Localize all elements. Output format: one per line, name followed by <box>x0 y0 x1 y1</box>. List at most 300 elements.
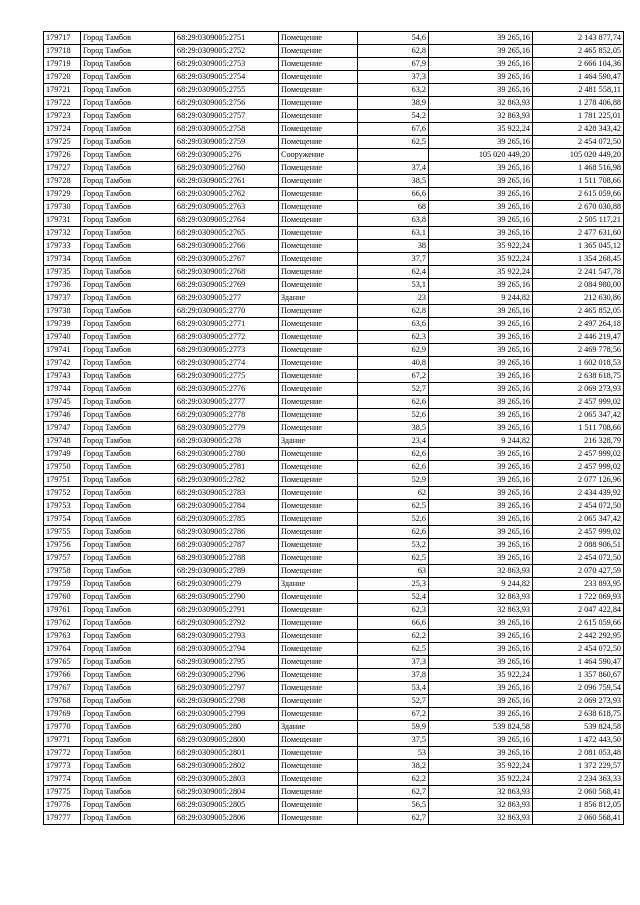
table-row <box>44 448 624 461</box>
table-row <box>44 253 624 266</box>
object-type-cell: Помещение <box>279 708 358 721</box>
object-type-cell: Помещение <box>279 305 358 318</box>
row-number-cell: 179763 <box>44 630 81 643</box>
object-type-cell: Помещение <box>279 799 358 812</box>
municipality-cell: Город Тамбов <box>81 305 175 318</box>
object-type-cell: Помещение <box>279 357 358 370</box>
object-type-cell: Здание <box>279 578 358 591</box>
municipality-cell: Город Тамбов <box>81 435 175 448</box>
unit-value-cell: 39 265,16 <box>429 513 533 526</box>
cadastral-number-cell: 68:29:0309005:2804 <box>175 786 279 799</box>
municipality-cell: Город Тамбов <box>81 370 175 383</box>
municipality-cell: Город Тамбов <box>81 786 175 799</box>
object-type-cell: Помещение <box>279 227 358 240</box>
cadastral-value-cell: 2 047 422,84 <box>533 604 624 617</box>
municipality-cell: Город Тамбов <box>81 136 175 149</box>
table-row <box>44 370 624 383</box>
cadastral-number-cell: 68:29:0309005:2795 <box>175 656 279 669</box>
cadastral-value-cell: 1 464 590,47 <box>533 656 624 669</box>
area-cell: 37,8 <box>358 669 429 682</box>
row-number-cell: 179762 <box>44 617 81 630</box>
cadastral-number-cell: 68:29:0309005:2752 <box>175 45 279 58</box>
object-type-cell: Помещение <box>279 747 358 760</box>
cadastral-value-cell: 2 477 631,60 <box>533 227 624 240</box>
area-cell: 63,6 <box>358 318 429 331</box>
table-row <box>44 357 624 370</box>
cadastral-value-cell: 1 781 225,01 <box>533 110 624 123</box>
cadastral-number-cell: 68:29:0309005:280 <box>175 721 279 734</box>
cadastral-number-cell: 68:29:0309005:2763 <box>175 201 279 214</box>
object-type-cell: Помещение <box>279 383 358 396</box>
area-cell: 63 <box>358 565 429 578</box>
cadastral-number-cell: 68:29:0309005:2778 <box>175 409 279 422</box>
municipality-cell: Город Тамбов <box>81 643 175 656</box>
cadastral-number-cell: 68:29:0309005:2784 <box>175 500 279 513</box>
row-number-cell: 179756 <box>44 539 81 552</box>
cadastral-number-cell: 68:29:0309005:2800 <box>175 734 279 747</box>
cadastral-number-cell: 68:29:0309005:2788 <box>175 552 279 565</box>
row-number-cell: 179741 <box>44 344 81 357</box>
cadastral-value-cell: 2 457 999,02 <box>533 461 624 474</box>
unit-value-cell: 39 265,16 <box>429 188 533 201</box>
table-row <box>44 487 624 500</box>
unit-value-cell: 35 922,24 <box>429 240 533 253</box>
area-cell: 62,6 <box>358 448 429 461</box>
unit-value-cell: 32 863,93 <box>429 591 533 604</box>
table-row <box>44 318 624 331</box>
unit-value-cell: 39 265,16 <box>429 331 533 344</box>
municipality-cell: Город Тамбов <box>81 656 175 669</box>
row-number-cell: 179771 <box>44 734 81 747</box>
municipality-cell: Город Тамбов <box>81 695 175 708</box>
table-row <box>44 682 624 695</box>
area-cell: 37,5 <box>358 734 429 747</box>
municipality-cell: Город Тамбов <box>81 123 175 136</box>
cadastral-number-cell: 68:29:0309005:2769 <box>175 279 279 292</box>
unit-value-cell: 9 244,82 <box>429 292 533 305</box>
object-type-cell: Помещение <box>279 630 358 643</box>
row-number-cell: 179755 <box>44 526 81 539</box>
row-number-cell: 179718 <box>44 45 81 58</box>
area-cell: 52,6 <box>358 513 429 526</box>
table-row <box>44 786 624 799</box>
table-row <box>44 110 624 123</box>
municipality-cell: Город Тамбов <box>81 279 175 292</box>
municipality-cell: Город Тамбов <box>81 526 175 539</box>
row-number-cell: 179717 <box>44 32 81 45</box>
cadastral-value-cell: 1 856 812,05 <box>533 799 624 812</box>
area-cell: 37,4 <box>358 162 429 175</box>
row-number-cell: 179728 <box>44 175 81 188</box>
area-cell: 62,3 <box>358 604 429 617</box>
row-number-cell: 179754 <box>44 513 81 526</box>
area-cell: 56,5 <box>358 799 429 812</box>
municipality-cell: Город Тамбов <box>81 292 175 305</box>
municipality-cell: Город Тамбов <box>81 162 175 175</box>
object-type-cell: Помещение <box>279 266 358 279</box>
table-row <box>44 162 624 175</box>
area-cell: 62,5 <box>358 136 429 149</box>
table-row <box>44 604 624 617</box>
table-row <box>44 422 624 435</box>
cadastral-value-cell: 2 615 059,66 <box>533 188 624 201</box>
row-number-cell: 179769 <box>44 708 81 721</box>
table-row <box>44 305 624 318</box>
cadastral-number-cell: 68:29:0309005:2799 <box>175 708 279 721</box>
unit-value-cell: 39 265,16 <box>429 45 533 58</box>
row-number-cell: 179726 <box>44 149 81 162</box>
table-row <box>44 175 624 188</box>
cadastral-number-cell: 68:29:0309005:2765 <box>175 227 279 240</box>
table-row <box>44 71 624 84</box>
unit-value-cell: 9 244,82 <box>429 435 533 448</box>
table-row <box>44 32 624 45</box>
municipality-cell: Город Тамбов <box>81 227 175 240</box>
area-cell: 62,7 <box>358 786 429 799</box>
row-number-cell: 179723 <box>44 110 81 123</box>
row-number-cell: 179758 <box>44 565 81 578</box>
municipality-cell: Город Тамбов <box>81 747 175 760</box>
cadastral-number-cell: 68:29:0309005:2771 <box>175 318 279 331</box>
unit-value-cell: 39 265,16 <box>429 526 533 539</box>
municipality-cell: Город Тамбов <box>81 617 175 630</box>
row-number-cell: 179776 <box>44 799 81 812</box>
cadastral-value-cell: 1 468 516,98 <box>533 162 624 175</box>
area-cell: 62,6 <box>358 461 429 474</box>
table-row <box>44 149 624 162</box>
object-type-cell: Помещение <box>279 526 358 539</box>
unit-value-cell: 35 922,24 <box>429 760 533 773</box>
object-type-cell: Помещение <box>279 253 358 266</box>
unit-value-cell: 35 922,24 <box>429 773 533 786</box>
row-number-cell: 179725 <box>44 136 81 149</box>
cadastral-value-cell: 2 060 568,41 <box>533 812 624 825</box>
unit-value-cell: 39 265,16 <box>429 682 533 695</box>
row-number-cell: 179736 <box>44 279 81 292</box>
cadastral-number-cell: 68:29:0309005:2762 <box>175 188 279 201</box>
area-cell: 62,2 <box>358 630 429 643</box>
area-cell: 38,5 <box>358 175 429 188</box>
municipality-cell: Город Тамбов <box>81 331 175 344</box>
area-cell: 53,2 <box>358 539 429 552</box>
unit-value-cell: 39 265,16 <box>429 344 533 357</box>
row-number-cell: 179768 <box>44 695 81 708</box>
cadastral-value-cell: 1 357 860,67 <box>533 669 624 682</box>
municipality-cell: Город Тамбов <box>81 149 175 162</box>
unit-value-cell: 39 265,16 <box>429 227 533 240</box>
unit-value-cell: 35 922,24 <box>429 266 533 279</box>
municipality-cell: Город Тамбов <box>81 448 175 461</box>
cadastral-number-cell: 68:29:0309005:276 <box>175 149 279 162</box>
row-number-cell: 179772 <box>44 747 81 760</box>
object-type-cell: Помещение <box>279 279 358 292</box>
municipality-cell: Город Тамбов <box>81 97 175 110</box>
cadastral-number-cell: 68:29:0309005:2782 <box>175 474 279 487</box>
object-type-cell: Помещение <box>279 58 358 71</box>
object-type-cell: Помещение <box>279 162 358 175</box>
table-row <box>44 279 624 292</box>
cadastral-value-cell: 539 824,58 <box>533 721 624 734</box>
area-cell: 66,6 <box>358 188 429 201</box>
municipality-cell: Город Тамбов <box>81 318 175 331</box>
row-number-cell: 179750 <box>44 461 81 474</box>
area-cell: 38 <box>358 240 429 253</box>
object-type-cell: Помещение <box>279 214 358 227</box>
unit-value-cell: 32 863,93 <box>429 565 533 578</box>
cadastral-value-cell: 2 234 363,33 <box>533 773 624 786</box>
cadastral-number-cell: 68:29:0309005:2786 <box>175 526 279 539</box>
municipality-cell: Город Тамбов <box>81 266 175 279</box>
object-type-cell: Помещение <box>279 188 358 201</box>
cadastral-number-cell: 68:29:0309005:2772 <box>175 331 279 344</box>
object-type-cell: Помещение <box>279 331 358 344</box>
municipality-cell: Город Тамбов <box>81 383 175 396</box>
cadastral-number-cell: 68:29:0309005:2785 <box>175 513 279 526</box>
area-cell: 63,1 <box>358 227 429 240</box>
municipality-cell: Город Тамбов <box>81 253 175 266</box>
cadastral-number-cell: 68:29:0309005:2774 <box>175 357 279 370</box>
cadastral-value-cell: 2 454 072,50 <box>533 500 624 513</box>
cadastral-value-cell: 2 088 906,51 <box>533 539 624 552</box>
municipality-cell: Город Тамбов <box>81 71 175 84</box>
object-type-cell: Помещение <box>279 643 358 656</box>
cadastral-value-cell: 1 511 708,66 <box>533 175 624 188</box>
cadastral-number-cell: 68:29:0309005:2792 <box>175 617 279 630</box>
municipality-cell: Город Тамбов <box>81 487 175 500</box>
area-cell: 62,5 <box>358 643 429 656</box>
row-number-cell: 179746 <box>44 409 81 422</box>
area-cell: 38,2 <box>358 760 429 773</box>
unit-value-cell: 39 265,16 <box>429 305 533 318</box>
area-cell: 23 <box>358 292 429 305</box>
cadastral-value-cell: 2 457 999,02 <box>533 448 624 461</box>
unit-value-cell: 39 265,16 <box>429 656 533 669</box>
unit-value-cell: 39 265,16 <box>429 448 533 461</box>
cadastral-number-cell: 68:29:0309005:2766 <box>175 240 279 253</box>
municipality-cell: Город Тамбов <box>81 201 175 214</box>
municipality-cell: Город Тамбов <box>81 708 175 721</box>
object-type-cell: Помещение <box>279 695 358 708</box>
unit-value-cell: 39 265,16 <box>429 162 533 175</box>
cadastral-value-cell: 2 069 273,93 <box>533 383 624 396</box>
municipality-cell: Город Тамбов <box>81 630 175 643</box>
unit-value-cell: 39 265,16 <box>429 474 533 487</box>
row-number-cell: 179764 <box>44 643 81 656</box>
area-cell: 54,6 <box>358 32 429 45</box>
row-number-cell: 179767 <box>44 682 81 695</box>
row-number-cell: 179753 <box>44 500 81 513</box>
municipality-cell: Город Тамбов <box>81 240 175 253</box>
table-row <box>44 266 624 279</box>
row-number-cell: 179721 <box>44 84 81 97</box>
cadastral-value-cell: 1 354 268,45 <box>533 253 624 266</box>
unit-value-cell: 39 265,16 <box>429 136 533 149</box>
unit-value-cell: 39 265,16 <box>429 396 533 409</box>
table-row <box>44 240 624 253</box>
cadastral-number-cell: 68:29:0309005:279 <box>175 578 279 591</box>
row-number-cell: 179732 <box>44 227 81 240</box>
municipality-cell: Город Тамбов <box>81 32 175 45</box>
cadastral-value-cell: 2 065 347,42 <box>533 409 624 422</box>
area-cell: 68 <box>358 201 429 214</box>
cadastral-number-cell: 68:29:0309005:2796 <box>175 669 279 682</box>
table-row <box>44 630 624 643</box>
cadastral-number-cell: 68:29:0309005:2787 <box>175 539 279 552</box>
cadastral-number-cell: 68:29:0309005:2781 <box>175 461 279 474</box>
table-row <box>44 721 624 734</box>
table-row <box>44 201 624 214</box>
row-number-cell: 179747 <box>44 422 81 435</box>
cadastral-value-cell: 1 722 069,93 <box>533 591 624 604</box>
cadastral-value-cell: 2 241 547,78 <box>533 266 624 279</box>
cadastral-value-cell: 2 084 980,00 <box>533 279 624 292</box>
municipality-cell: Город Тамбов <box>81 591 175 604</box>
cadastral-number-cell: 68:29:0309005:2751 <box>175 32 279 45</box>
cadastral-value-cell: 2 143 877,74 <box>533 32 624 45</box>
table-row <box>44 656 624 669</box>
unit-value-cell: 39 265,16 <box>429 318 533 331</box>
area-cell: 38,9 <box>358 97 429 110</box>
municipality-cell: Город Тамбов <box>81 812 175 825</box>
municipality-cell: Город Тамбов <box>81 552 175 565</box>
cadastral-value-cell: 2 454 072,50 <box>533 552 624 565</box>
unit-value-cell: 39 265,16 <box>429 539 533 552</box>
object-type-cell: Помещение <box>279 734 358 747</box>
area-cell: 62,8 <box>358 45 429 58</box>
table-row <box>44 500 624 513</box>
cadastral-value-table <box>43 31 624 825</box>
cadastral-value-cell: 2 469 778,56 <box>533 344 624 357</box>
cadastral-number-cell: 68:29:0309005:2797 <box>175 682 279 695</box>
area-cell: 62,5 <box>358 552 429 565</box>
area-cell: 62,8 <box>358 305 429 318</box>
area-cell: 53 <box>358 747 429 760</box>
cadastral-number-cell: 68:29:0309005:278 <box>175 435 279 448</box>
area-cell: 52,7 <box>358 383 429 396</box>
table-row <box>44 513 624 526</box>
area-cell: 67,2 <box>358 708 429 721</box>
municipality-cell: Город Тамбов <box>81 84 175 97</box>
row-number-cell: 179739 <box>44 318 81 331</box>
municipality-cell: Город Тамбов <box>81 721 175 734</box>
municipality-cell: Город Тамбов <box>81 578 175 591</box>
row-number-cell: 179737 <box>44 292 81 305</box>
object-type-cell: Помещение <box>279 513 358 526</box>
table-row <box>44 331 624 344</box>
unit-value-cell: 32 863,93 <box>429 97 533 110</box>
municipality-cell: Город Тамбов <box>81 357 175 370</box>
table-row <box>44 695 624 708</box>
table-row <box>44 591 624 604</box>
unit-value-cell: 39 265,16 <box>429 383 533 396</box>
unit-value-cell: 32 863,93 <box>429 604 533 617</box>
unit-value-cell: 39 265,16 <box>429 487 533 500</box>
cadastral-value-cell: 2 465 852,05 <box>533 45 624 58</box>
object-type-cell: Помещение <box>279 565 358 578</box>
object-type-cell: Помещение <box>279 656 358 669</box>
object-type-cell: Помещение <box>279 123 358 136</box>
cadastral-value-cell: 1 464 590,47 <box>533 71 624 84</box>
unit-value-cell: 39 265,16 <box>429 461 533 474</box>
cadastral-value-cell: 2 497 264,18 <box>533 318 624 331</box>
area-cell: 62,9 <box>358 344 429 357</box>
table-row <box>44 747 624 760</box>
object-type-cell: Помещение <box>279 539 358 552</box>
cadastral-value-cell: 2 065 347,42 <box>533 513 624 526</box>
cadastral-number-cell: 68:29:0309005:2756 <box>175 97 279 110</box>
table-row <box>44 136 624 149</box>
unit-value-cell: 39 265,16 <box>429 71 533 84</box>
cadastral-number-cell: 68:29:0309005:2806 <box>175 812 279 825</box>
object-type-cell: Помещение <box>279 71 358 84</box>
area-cell: 67,6 <box>358 123 429 136</box>
object-type-cell: Сооружение <box>279 149 358 162</box>
cadastral-value-cell: 1 278 406,88 <box>533 97 624 110</box>
unit-value-cell: 32 863,93 <box>429 786 533 799</box>
row-number-cell: 179757 <box>44 552 81 565</box>
municipality-cell: Город Тамбов <box>81 799 175 812</box>
municipality-cell: Город Тамбов <box>81 604 175 617</box>
object-type-cell: Помещение <box>279 682 358 695</box>
cadastral-number-cell: 68:29:0309005:2791 <box>175 604 279 617</box>
object-type-cell: Помещение <box>279 617 358 630</box>
table-row <box>44 526 624 539</box>
row-number-cell: 179731 <box>44 214 81 227</box>
table-row <box>44 708 624 721</box>
row-number-cell: 179765 <box>44 656 81 669</box>
object-type-cell: Помещение <box>279 370 358 383</box>
unit-value-cell: 35 922,24 <box>429 669 533 682</box>
cadastral-value-cell: 2 465 852,05 <box>533 305 624 318</box>
cadastral-value-cell: 2 670 030,88 <box>533 201 624 214</box>
area-cell: 37,3 <box>358 71 429 84</box>
municipality-cell: Город Тамбов <box>81 682 175 695</box>
table-row <box>44 214 624 227</box>
area-cell: 66,6 <box>358 617 429 630</box>
object-type-cell: Помещение <box>279 773 358 786</box>
row-number-cell: 179760 <box>44 591 81 604</box>
municipality-cell: Город Тамбов <box>81 513 175 526</box>
municipality-cell: Город Тамбов <box>81 539 175 552</box>
row-number-cell: 179738 <box>44 305 81 318</box>
cadastral-number-cell: 68:29:0309005:2805 <box>175 799 279 812</box>
cadastral-number-cell: 68:29:0309005:2754 <box>175 71 279 84</box>
row-number-cell: 179733 <box>44 240 81 253</box>
row-number-cell: 179724 <box>44 123 81 136</box>
area-cell: 62 <box>358 487 429 500</box>
table-row <box>44 812 624 825</box>
object-type-cell: Помещение <box>279 604 358 617</box>
area-cell: 52,9 <box>358 474 429 487</box>
area-cell: 52,4 <box>358 591 429 604</box>
unit-value-cell: 39 265,16 <box>429 370 533 383</box>
unit-value-cell: 39 265,16 <box>429 409 533 422</box>
area-cell <box>358 149 429 162</box>
municipality-cell: Город Тамбов <box>81 565 175 578</box>
unit-value-cell: 39 265,16 <box>429 422 533 435</box>
table-row <box>44 474 624 487</box>
object-type-cell: Помещение <box>279 500 358 513</box>
cadastral-number-cell: 68:29:0309005:277 <box>175 292 279 305</box>
municipality-cell: Город Тамбов <box>81 175 175 188</box>
cadastral-number-cell: 68:29:0309005:2780 <box>175 448 279 461</box>
object-type-cell: Помещение <box>279 552 358 565</box>
unit-value-cell: 39 265,16 <box>429 32 533 45</box>
area-cell: 23,4 <box>358 435 429 448</box>
cadastral-value-cell: 105 020 449,20 <box>533 149 624 162</box>
row-number-cell: 179759 <box>44 578 81 591</box>
area-cell: 53,1 <box>358 279 429 292</box>
